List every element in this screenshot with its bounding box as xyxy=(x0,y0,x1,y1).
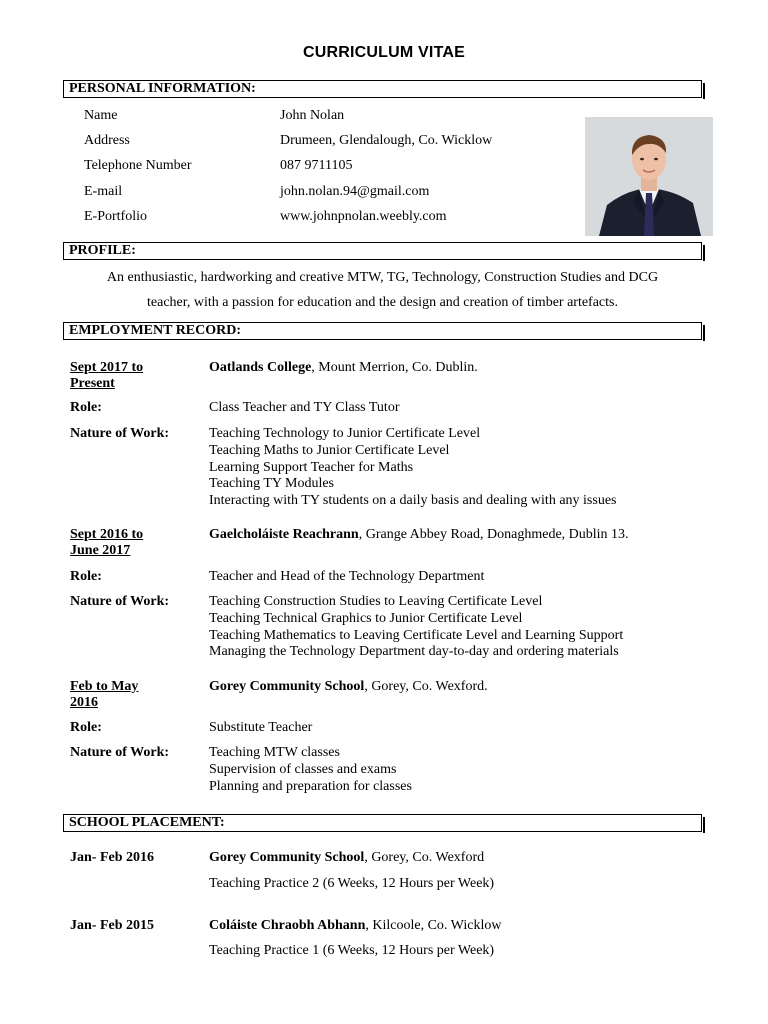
job-3-date-line-2: 2016 xyxy=(70,695,98,710)
job-3-role-label: Role: xyxy=(70,720,102,735)
placement-1-date: Jan- Feb 2016 xyxy=(70,850,154,865)
job-3-date xyxy=(70,679,200,711)
personal-name-value: John Nolan xyxy=(280,108,345,123)
profile-line-1: An enthusiastic, hardworking and creative MTW, TG, Technology, Construction Studies and DCG xyxy=(106,270,659,285)
placement-1-detail: Teaching Practice 2 (6 Weeks, 12 Hours per Week) xyxy=(209,876,495,891)
personal-name-label: Name xyxy=(84,108,118,123)
personal-address-value: Drumeen, Glendalough, Co. Wicklow xyxy=(280,133,493,148)
section-school-placement: SCHOOL PLACEMENT: xyxy=(63,814,702,832)
personal-email-value: john.nolan.94@gmail.com xyxy=(280,184,430,199)
personal-portfolio-label: E-Portfolio xyxy=(84,209,147,224)
job-2-employer-location: , Grange Abbey Road, Donaghmede, Dublin 13. xyxy=(358,527,629,542)
section-profile: PROFILE: xyxy=(63,242,702,260)
job-1-nature-label: Nature of Work: xyxy=(70,426,170,441)
job-2-date-line-1: Sept 2016 to xyxy=(70,527,144,542)
job-2-duty-1: Teaching Construction Studies to Leaving Certificate Level xyxy=(209,594,543,609)
job-3-duty-2: Supervision of classes and exams xyxy=(209,761,397,777)
job-2-duties xyxy=(209,594,699,661)
job-1-duty-1: Teaching Technology to Junior Certificate Level xyxy=(209,426,481,441)
job-1-duty-2: Teaching Maths to Junior Certificate Level xyxy=(209,442,450,458)
placement-1-school-name: Gorey Community School xyxy=(209,850,365,865)
placement-2-detail: Teaching Practice 1 (6 Weeks, 12 Hours per Week) xyxy=(209,943,495,958)
job-2-date xyxy=(70,527,200,559)
placement-1-school-location: , Gorey, Co. Wexford xyxy=(364,850,485,865)
job-1-role-label: Role: xyxy=(70,400,102,415)
job-1-employer-name: Oatlands College xyxy=(209,360,312,375)
placement-1-school xyxy=(209,850,484,866)
job-3-duties xyxy=(209,745,699,795)
job-1-employer xyxy=(209,360,699,377)
job-1-duty-5: Interacting with TY students on a daily basis and dealing with any issues xyxy=(209,493,617,509)
job-1-duty-4: Teaching TY Modules xyxy=(209,476,334,492)
profile-text xyxy=(63,265,702,315)
job-3-role: Substitute Teacher xyxy=(209,720,313,735)
section-employment-record: EMPLOYMENT RECORD: xyxy=(63,322,702,340)
section-personal-information: PERSONAL INFORMATION: xyxy=(63,80,702,98)
job-2-duty-2: Teaching Technical Graphics to Junior Certificate Level xyxy=(209,610,523,626)
job-2-nature-label: Nature of Work: xyxy=(70,594,170,609)
job-3-duty-3: Planning and preparation for classes xyxy=(209,778,412,794)
profile-line-2: teacher, with a passion for education and the design and creation of timber artefacts. xyxy=(147,295,618,310)
job-3-employer-name: Gorey Community School xyxy=(209,679,365,694)
job-1-date xyxy=(70,360,200,392)
job-3-employer xyxy=(209,679,699,696)
job-2-role: Teacher and Head of the Technology Department xyxy=(209,569,485,584)
job-1-date-line-2: Present xyxy=(70,376,115,391)
cv-title: CURRICULUM VITAE xyxy=(302,44,465,61)
placement-2-school-name: Coláiste Chraobh Abhann xyxy=(209,918,366,933)
job-3-nature-label: Nature of Work: xyxy=(70,745,170,760)
placement-2-school-location: , Kilcoole, Co. Wicklow xyxy=(365,918,502,933)
job-2-duty-4: Managing the Technology Department day-to-day and ordering materials xyxy=(209,644,619,660)
placement-2-school xyxy=(209,918,501,934)
job-3-date-line-1: Feb to May xyxy=(70,679,139,694)
personal-telephone-value: 087 9711105 xyxy=(280,158,353,173)
job-2-role-label: Role: xyxy=(70,569,102,584)
placement-2-date: Jan- Feb 2015 xyxy=(70,918,154,933)
job-1-employer-location: , Mount Merrion, Co. Dublin. xyxy=(311,360,478,375)
job-2-date-line-2: June 2017 xyxy=(70,543,131,558)
job-3-duty-1: Teaching MTW classes xyxy=(209,745,340,760)
job-3-employer-location: , Gorey, Co. Wexford. xyxy=(364,679,488,694)
personal-email-label: E-mail xyxy=(84,184,123,199)
job-2-employer-name: Gaelcholáiste Reachrann xyxy=(209,527,359,542)
job-2-duty-3: Teaching Mathematics to Leaving Certificate Level and Learning Support xyxy=(209,627,624,643)
profile-photo xyxy=(585,117,713,236)
job-2-employer xyxy=(209,527,699,544)
personal-telephone-label: Telephone Number xyxy=(84,158,192,173)
job-1-duties xyxy=(209,426,699,510)
personal-portfolio-value: www.johnpnolan.weebly.com xyxy=(280,209,447,224)
personal-address-label: Address xyxy=(84,133,130,148)
job-1-date-line-1: Sept 2017 to xyxy=(70,360,144,375)
job-1-role: Class Teacher and TY Class Tutor xyxy=(209,400,400,415)
job-1-duty-3: Learning Support Teacher for Maths xyxy=(209,459,414,475)
